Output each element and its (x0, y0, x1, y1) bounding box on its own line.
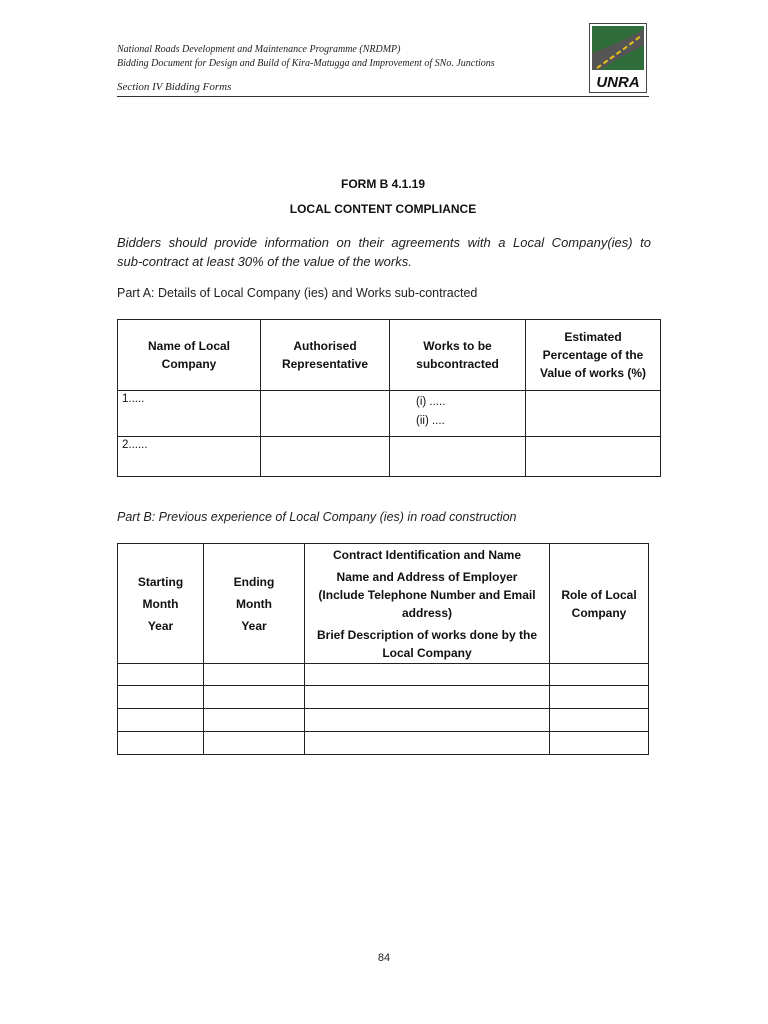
part-b-cell[interactable] (305, 664, 550, 686)
part-b-cell[interactable] (204, 664, 305, 686)
table-row (118, 686, 649, 709)
unra-logo (589, 23, 647, 93)
part-a-cell[interactable]: 2...... (118, 437, 261, 477)
table-row (118, 664, 649, 686)
part-b-cell[interactable] (118, 732, 204, 755)
logo-text: UNRA (596, 74, 640, 91)
part-b-cell[interactable] (118, 709, 204, 732)
intro-line-2: sub-contract at least 30% of the value of the works. (117, 254, 412, 269)
table-row (118, 709, 649, 732)
part-a-header-rep: Authorised Representative (261, 320, 390, 391)
part-a-cell[interactable] (261, 391, 390, 437)
part-b-cell[interactable] (118, 664, 204, 686)
part-a-header-name: Name of Local Company (118, 320, 261, 391)
part-b-cell[interactable] (204, 709, 305, 732)
form-number: FORM B 4.1.19 (340, 177, 426, 191)
part-b-cell[interactable] (550, 732, 649, 755)
part-b-label: Part B: Previous experience of Local Company (ies) in road construction (117, 510, 517, 524)
part-b-cell[interactable] (305, 732, 550, 755)
part-b-cell[interactable] (204, 732, 305, 755)
part-b-cell[interactable] (550, 686, 649, 709)
part-a-label: Part A: Details of Local Company (ies) and Works sub-contracted (117, 286, 478, 300)
part-a-cell[interactable]: 1..... (118, 391, 261, 437)
part-b-header-end: Ending Month Year (204, 544, 305, 664)
part-b-cell[interactable] (550, 664, 649, 686)
part-b-table (117, 543, 649, 755)
part-b-cell[interactable] (204, 686, 305, 709)
table-row (118, 732, 649, 755)
part-a-cell[interactable] (261, 437, 390, 477)
header-section-line: Section IV Bidding Forms (117, 81, 232, 93)
part-a-header-works: Works to be subcontracted (390, 320, 526, 391)
form-title: LOCAL CONTENT COMPLIANCE (289, 202, 477, 216)
part-b-header-start: Starting Month Year (118, 544, 204, 664)
page-number: 84 (377, 952, 391, 964)
table-row (118, 437, 661, 477)
part-b-cell[interactable] (550, 709, 649, 732)
part-a-cell[interactable]: (i) ..... (ii) .... (390, 391, 526, 437)
part-a-cell[interactable] (390, 437, 526, 477)
part-a-table (117, 319, 661, 477)
header-rule (117, 96, 649, 97)
header-programme-line: National Roads Development and Maintenance Programme (NRDMP) (117, 44, 401, 55)
part-a-cell[interactable] (526, 391, 661, 437)
part-a-cell[interactable] (526, 437, 661, 477)
header-document-line: Bidding Document for Design and Build of Kira-Matugga and Improvement of SNo. Junctions (117, 58, 495, 69)
part-b-header-contract: Contract Identification and Name Name and Address of Employer (Include Telephone Number and Email address) Brief Description of works done by the Local Company (305, 544, 550, 664)
part-b-cell[interactable] (118, 686, 204, 709)
part-a-header-percentage: Estimated Percentage of the Value of works (%) (526, 320, 661, 391)
part-b-header-role: Role of Local Company (550, 544, 649, 664)
part-b-cell[interactable] (305, 686, 550, 709)
table-row (118, 391, 661, 437)
part-b-cell[interactable] (305, 709, 550, 732)
intro-line-1: Bidders should provide information on their agreements with a Local Company(ies) to (117, 235, 651, 250)
